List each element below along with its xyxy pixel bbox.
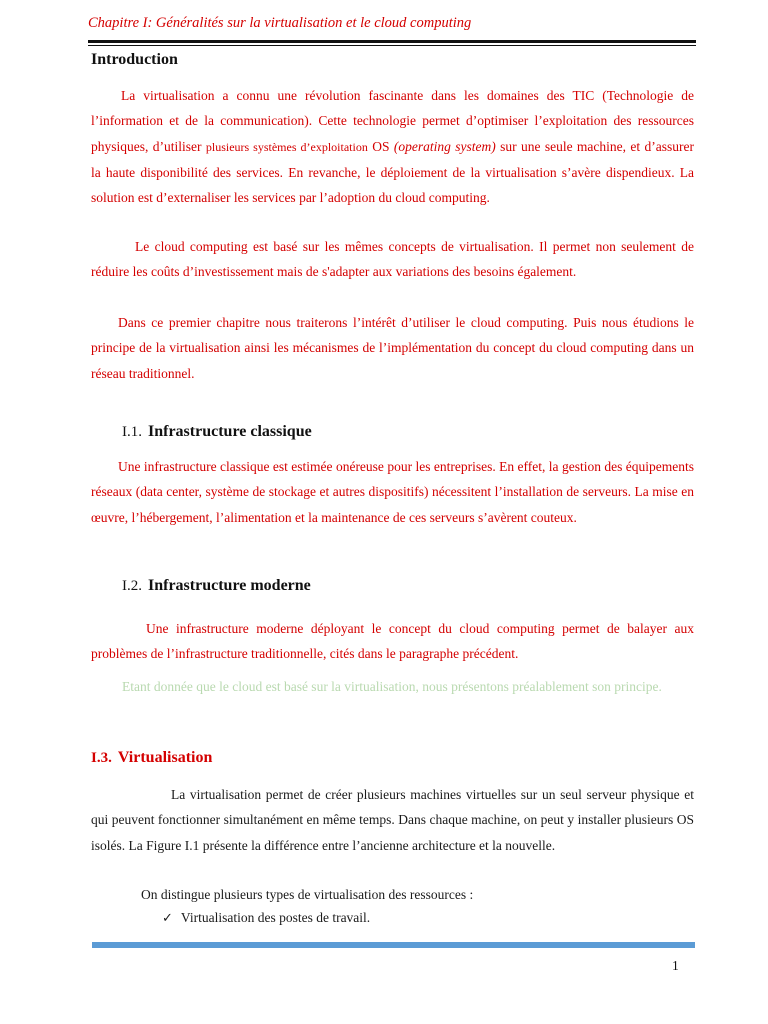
intro-p1-text-mid: OS — [367, 138, 394, 154]
section-title: Infrastructure moderne — [148, 577, 311, 594]
list-item — [162, 910, 370, 926]
intro-p1-text-start: La virtualisation a connu une révolution fascinante dans les domaines des TIC (Technologie de l’information et de la communication). Cette technologie permet d’optimiser l’exploitation des ressources physiques, d’utiliser — [91, 88, 694, 154]
introduction-heading: Introduction — [91, 51, 178, 68]
section-heading-1 — [122, 423, 312, 441]
header-rule-thin — [88, 45, 696, 46]
section2-paragraph-1: Une infrastructure moderne déployant le concept du cloud computing permet de balayer aux problèmes de l’infrastructure traditionnelle, cités dans le paragraphe précédent. — [91, 621, 694, 662]
checkmark-icon: ✓ — [162, 911, 173, 926]
section-number: I.1. — [122, 424, 142, 440]
section-number: I.2. — [122, 578, 142, 594]
section1-paragraph: Une infrastructure classique est estimée onéreuse pour les entreprises. En effet, la gestion des équipements réseaux (data center, système de stockage et autres dispositifs) nécessitent l’installation de serveurs. La mise en œuvre, l’hébergement, l’alimentation et la maintenance de ces serveurs s’avèrent couteux. — [91, 459, 694, 525]
introduction-paragraph-1 — [91, 83, 694, 210]
intro-p1-small-text: plusieurs systèmes d’exploitation — [205, 139, 368, 154]
introduction-paragraph-2: Le cloud computing est basé sur les mêmes concepts de virtualisation. Il permet non seulement de réduire les coûts d’investissement mais de s'adapter aux variations des besoins également. — [91, 239, 694, 280]
intro-p1-italic-text: (operating system) — [393, 138, 496, 154]
section2-paragraph-2: Etant donnée que le cloud est basé sur la virtualisation, nous présentons préalablement son principe. — [122, 679, 662, 694]
section-heading-2 — [122, 577, 311, 595]
page-number: 1 — [672, 958, 679, 973]
header-rule-thick — [88, 40, 696, 43]
section-heading-3 — [91, 749, 212, 767]
introduction-paragraph-3: Dans ce premier chapitre nous traiterons l’intérêt d’utiliser le cloud computing. Puis nous étudions le principe de la virtualisation ainsi les mécanismes de l’implémentation du concept du cloud computing dans un réseau traditionnel. — [91, 315, 694, 381]
section3-paragraph-1: La virtualisation permet de créer plusieurs machines virtuelles sur un seul serveur physique et qui peuvent fonctionner simultanément en même temps. Dans chaque machine, on peut y installer plusieurs OS isolés. La Figure I.1 présente la différence entre l’ancienne architecture et la nouvelle. — [91, 787, 694, 853]
footer-rule — [92, 942, 695, 948]
chapter-header: Chapitre I: Généralités sur la virtualisation et le cloud computing — [88, 15, 472, 31]
section-number: I.3. — [91, 750, 112, 766]
list-item-label: Virtualisation des postes de travail. — [180, 910, 371, 925]
intro-p1-text-end: sur une seule machine, et d’assurer la haute disponibilité des services. En revanche, le déploiement de la virtualisation s’avère dispendieux. La solution est d’externaliser les services par l’adoption du cloud computing. — [91, 138, 694, 206]
section-title: Infrastructure classique — [148, 423, 312, 440]
section3-paragraph-2: On distingue plusieurs types de virtualisation des ressources : — [141, 887, 474, 902]
section-title: Virtualisation — [117, 749, 213, 766]
